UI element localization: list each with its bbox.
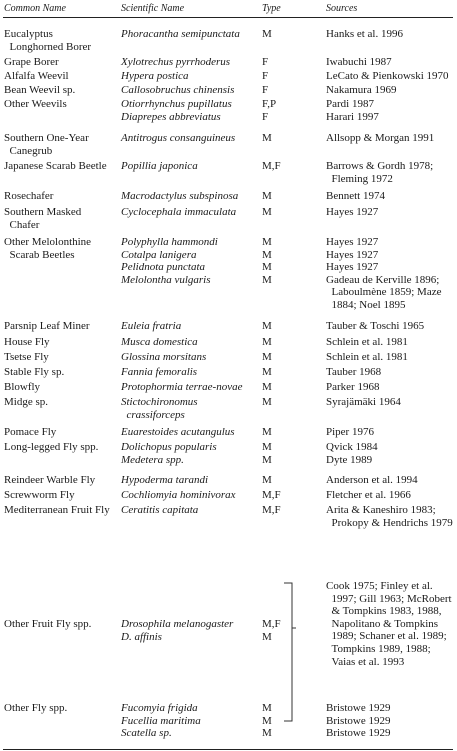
common-name [4, 474, 95, 487]
sources-line: Anderson et al. 1994 [326, 474, 418, 486]
sources-line: Piper 1976 [326, 426, 374, 438]
scientific-name-line: Hypoderma tarandi [121, 474, 209, 486]
type [262, 618, 281, 643]
scientific-name [121, 504, 198, 517]
sources-line: Barrows & Gordh 1978; [326, 160, 434, 172]
common-name-line: Southern One-Year [4, 132, 89, 144]
sources [326, 206, 378, 219]
common-name-line: Other Melolonthine [4, 236, 92, 248]
sources-line: Fleming 1972 [326, 172, 393, 185]
sources-line: Iwabuchi 1987 [326, 56, 392, 68]
type-line: F [262, 70, 269, 82]
type [262, 441, 272, 466]
sources-line: Prokopy & Hendrichs 1979 [326, 516, 453, 529]
common-name-line: Screwworm Fly [4, 489, 75, 501]
scientific-name-line: Pelidnota punctata [121, 261, 206, 274]
type-line: F [262, 56, 269, 68]
sources-line: 1989; Schaner et al. 1989; [326, 630, 447, 643]
type-line: M [262, 453, 272, 466]
sources [326, 56, 392, 69]
scientific-name [121, 132, 235, 145]
common-name-line: Midge sp. [4, 396, 48, 408]
common-name [4, 381, 40, 394]
sources-line: Cook 1975; Finley et al. [326, 580, 433, 592]
sources-line: Hayes 1927 [326, 236, 379, 248]
type [262, 70, 268, 83]
type-line: M [262, 426, 272, 438]
type-line: M [262, 248, 272, 261]
common-name-line: Grape Borer [4, 56, 59, 68]
common-name [4, 98, 67, 111]
sources [326, 28, 403, 41]
common-name [4, 190, 53, 203]
header-rule [3, 17, 453, 18]
type [262, 132, 272, 145]
type [262, 190, 272, 203]
common-name [4, 336, 50, 349]
header-sources: Sources [326, 3, 358, 14]
type [262, 351, 272, 364]
header-type: Type [262, 3, 281, 14]
scientific-name [121, 56, 230, 69]
scientific-name-line: Polyphylla hammondi [121, 236, 218, 248]
sources [326, 84, 397, 97]
scientific-name-line: Scatella sp. [121, 727, 172, 740]
sources [326, 396, 401, 409]
type-line: M [262, 441, 272, 453]
type-line: M [262, 190, 272, 202]
common-name [4, 320, 90, 333]
sources [326, 351, 408, 364]
sources [326, 70, 449, 83]
common-name [4, 206, 81, 231]
sources-line: Schlein et al. 1981 [326, 336, 408, 348]
sources [326, 236, 441, 312]
scientific-name-line: Medetera spp. [121, 453, 184, 466]
scientific-name [121, 489, 236, 502]
common-name [4, 132, 89, 157]
common-name-line: Alfalfa Weevil [4, 70, 69, 82]
type-line: M [262, 381, 272, 393]
sources-line: LeCato & Pienkowski 1970 [326, 70, 449, 82]
common-name [4, 28, 91, 53]
sources-line: Arita & Kaneshiro 1983; [326, 504, 436, 516]
common-name-line: Long-legged Fly spp. [4, 441, 99, 453]
sources-line: Fletcher et al. 1966 [326, 489, 411, 501]
scientific-name-line: Macrodactylus subspinosa [121, 190, 239, 202]
common-name [4, 236, 91, 261]
scientific-name-line: crassiforceps [121, 408, 185, 421]
type [262, 702, 272, 740]
type-line: M [262, 206, 272, 218]
sources-line: Parker 1968 [326, 381, 380, 393]
type-line: M [262, 396, 272, 408]
sources-line: Bennett 1974 [326, 190, 385, 202]
type [262, 381, 272, 394]
scientific-name [121, 702, 201, 740]
scientific-name-line: Phoracantha semipunctata [121, 28, 240, 40]
sources-line: Bristowe 1929 [326, 714, 391, 727]
type [262, 320, 272, 333]
type-line: M,F [262, 489, 281, 501]
type [262, 236, 272, 286]
scientific-name [121, 236, 218, 286]
scientific-name-line: Cotalpa lanigera [121, 248, 197, 261]
type-line: M [262, 727, 272, 740]
common-name-line: Stable Fly sp. [4, 366, 65, 378]
sources-line: Schlein et al. 1981 [326, 351, 408, 363]
common-name [4, 441, 98, 454]
scientific-name [121, 618, 233, 643]
scientific-name-line: Musca domestica [121, 336, 198, 348]
sources [326, 98, 379, 123]
type-line: M [262, 261, 272, 274]
scientific-name-line: Callosobruchus chinensis [121, 84, 235, 96]
sources [326, 504, 453, 529]
sources-line: Tauber & Toschi 1965 [326, 320, 425, 332]
type-line: M [262, 236, 272, 248]
common-name [4, 702, 67, 715]
sources-line: & Tompkins 1983, 1988, [326, 605, 442, 618]
common-name-line: Reindeer Warble Fly [4, 474, 96, 486]
type [262, 84, 268, 97]
sources-line: Allsopp & Morgan 1991 [326, 132, 435, 144]
sources-line: Harari 1997 [326, 110, 379, 123]
sources-line: 1997; Gill 1963; McRobert [326, 592, 452, 605]
sources-line: Pardi 1987 [326, 98, 374, 110]
scientific-name-line: Glossina morsitans [121, 351, 207, 363]
scientific-name [121, 98, 232, 123]
common-name [4, 351, 49, 364]
sources-line: Tompkins 1989, 1988; [326, 642, 431, 655]
scientific-name [121, 396, 198, 421]
common-name-line: Eucalyptus [4, 28, 53, 40]
type [262, 28, 272, 41]
common-name-line: Chafer [4, 218, 40, 231]
scientific-name [121, 84, 234, 97]
scientific-name-line: Otiorrhynchus pupillatus [121, 98, 232, 110]
common-name-line: Longhorned Borer [4, 40, 92, 53]
type [262, 489, 281, 502]
scientific-name-line: Hypera postica [121, 70, 189, 82]
scientific-name-line: Ceratitis capitata [121, 504, 199, 516]
type-line: M [262, 273, 272, 286]
type-line: M [262, 714, 272, 727]
type [262, 160, 281, 173]
sources-line: Gadeau de Kerville 1896; [326, 273, 440, 286]
sources-line: Qvick 1984 [326, 441, 378, 453]
common-name-line: Tsetse Fly [4, 351, 49, 363]
type-line: M [262, 474, 272, 486]
sources-line: Bristowe 1929 [326, 727, 391, 740]
scientific-name [121, 381, 243, 394]
scientific-name [121, 366, 197, 379]
type-line: M [262, 702, 272, 714]
sources [326, 702, 390, 740]
type-line: M [262, 132, 272, 144]
scientific-name [121, 426, 235, 439]
scientific-name-line: Euleia fratria [121, 320, 182, 332]
sources [326, 132, 434, 145]
sources-line: Nakamura 1969 [326, 84, 397, 96]
common-name [4, 160, 107, 173]
common-name [4, 70, 69, 83]
sources-line: Hayes 1927 [326, 248, 379, 261]
common-name-line: Scarab Beetles [4, 248, 75, 261]
sources-bracket [283, 582, 297, 722]
scientific-name [121, 160, 198, 173]
type [262, 56, 268, 69]
type-line: M [262, 366, 272, 378]
scientific-name-line: Stictochironomus [121, 396, 198, 408]
sources-line: Tauber 1968 [326, 366, 382, 378]
type-line: F [262, 110, 269, 123]
common-name [4, 366, 64, 379]
scientific-name-line: Xylotrechus pyrrhoderus [121, 56, 231, 68]
scientific-name [121, 70, 189, 83]
scientific-name [121, 320, 181, 333]
sources [326, 489, 411, 502]
scientific-name-line: Fucellia maritima [121, 714, 201, 727]
type [262, 206, 272, 219]
common-name-line: Southern Masked [4, 206, 82, 218]
sources-line: Syrajämäki 1964 [326, 396, 401, 408]
type-line: M [262, 336, 272, 348]
scientific-name [121, 336, 198, 349]
common-name [4, 396, 48, 409]
common-name-line: Canegrub [4, 144, 53, 157]
sources [326, 426, 374, 439]
scientific-name-line: Euarestoides acutangulus [121, 426, 235, 438]
type-line: M,F [262, 504, 281, 516]
common-name-line: Other Fly spp. [4, 702, 68, 714]
type [262, 426, 272, 439]
type-line: M,F [262, 618, 281, 630]
header-scientific-name: Scientific Name [121, 3, 185, 14]
type-line: M,F [262, 160, 281, 172]
scientific-name-line: Diaprepes abbreviatus [121, 110, 221, 123]
sources [326, 160, 433, 185]
common-name-line: Japanese Scarab Beetle [4, 160, 107, 172]
sources-line: 1884; Noel 1895 [326, 298, 406, 311]
common-name [4, 84, 75, 97]
type-line: F [262, 84, 269, 96]
type [262, 504, 281, 517]
sources [326, 366, 381, 379]
scientific-name [121, 474, 208, 487]
common-name-line: Rosechafer [4, 190, 54, 202]
common-name-line: Bean Weevil sp. [4, 84, 76, 96]
common-name-line: House Fly [4, 336, 50, 348]
common-name-line: Pomace Fly [4, 426, 57, 438]
type [262, 98, 276, 123]
bottom-rule [3, 749, 453, 750]
scientific-name-line: Cyclocephala immaculata [121, 206, 237, 218]
common-name-line: Other Weevils [4, 98, 67, 110]
type [262, 396, 272, 409]
common-name [4, 56, 59, 69]
common-name-line: Mediterranean Fruit Fly [4, 504, 110, 516]
scientific-name-line: Melolontha vulgaris [121, 273, 211, 286]
sources [326, 190, 385, 203]
common-name [4, 504, 110, 517]
scientific-name-line: Cochliomyia hominivorax [121, 489, 236, 501]
scientific-name-line: Drosophila melanogaster [121, 618, 234, 630]
type-line: M [262, 28, 272, 40]
common-name-line: Parsnip Leaf Miner [4, 320, 90, 332]
scientific-name [121, 28, 240, 41]
scientific-name [121, 441, 217, 466]
scientific-name-line: Protophormia terrae-novae [121, 381, 243, 393]
type-line: M [262, 320, 272, 332]
scientific-name [121, 190, 238, 203]
type-line: M [262, 351, 272, 363]
sources-line: Bristowe 1929 [326, 702, 391, 714]
sources-line: Dyte 1989 [326, 453, 373, 466]
scientific-name-line: Fucomyia frigida [121, 702, 198, 714]
sources-line: Vaias et al. 1993 [326, 655, 405, 668]
sources [326, 441, 378, 466]
common-name-line: Other Fruit Fly spp. [4, 618, 92, 630]
scientific-name-line: Dolichopus popularis [121, 441, 217, 453]
type [262, 366, 272, 379]
scientific-name [121, 351, 206, 364]
common-name [4, 426, 56, 439]
scientific-name-line: Fannia femoralis [121, 366, 198, 378]
type [262, 474, 272, 487]
sources-line: Laboulmène 1859; Maze [326, 286, 442, 299]
header-common-name: Common Name [4, 3, 66, 14]
scientific-name-line: Popillia japonica [121, 160, 198, 172]
sources [326, 580, 452, 668]
sources [326, 336, 408, 349]
common-name-line: Blowfly [4, 381, 41, 393]
sources [326, 320, 424, 333]
scientific-name-line: D. affinis [121, 630, 162, 643]
type [262, 336, 272, 349]
type-line: M [262, 630, 272, 643]
sources-line: Hayes 1927 [326, 206, 379, 218]
sources [326, 474, 418, 487]
type-line: F,P [262, 98, 277, 110]
sources-line: Napolitano & Tompkins [326, 617, 439, 630]
sources-line: Hayes 1927 [326, 261, 379, 274]
scientific-name [121, 206, 236, 219]
scientific-name-line: Antitrogus consanguineus [121, 132, 236, 144]
common-name [4, 618, 91, 631]
common-name [4, 489, 75, 502]
sources-line: Hanks et al. 1996 [326, 28, 403, 40]
sources [326, 381, 379, 394]
